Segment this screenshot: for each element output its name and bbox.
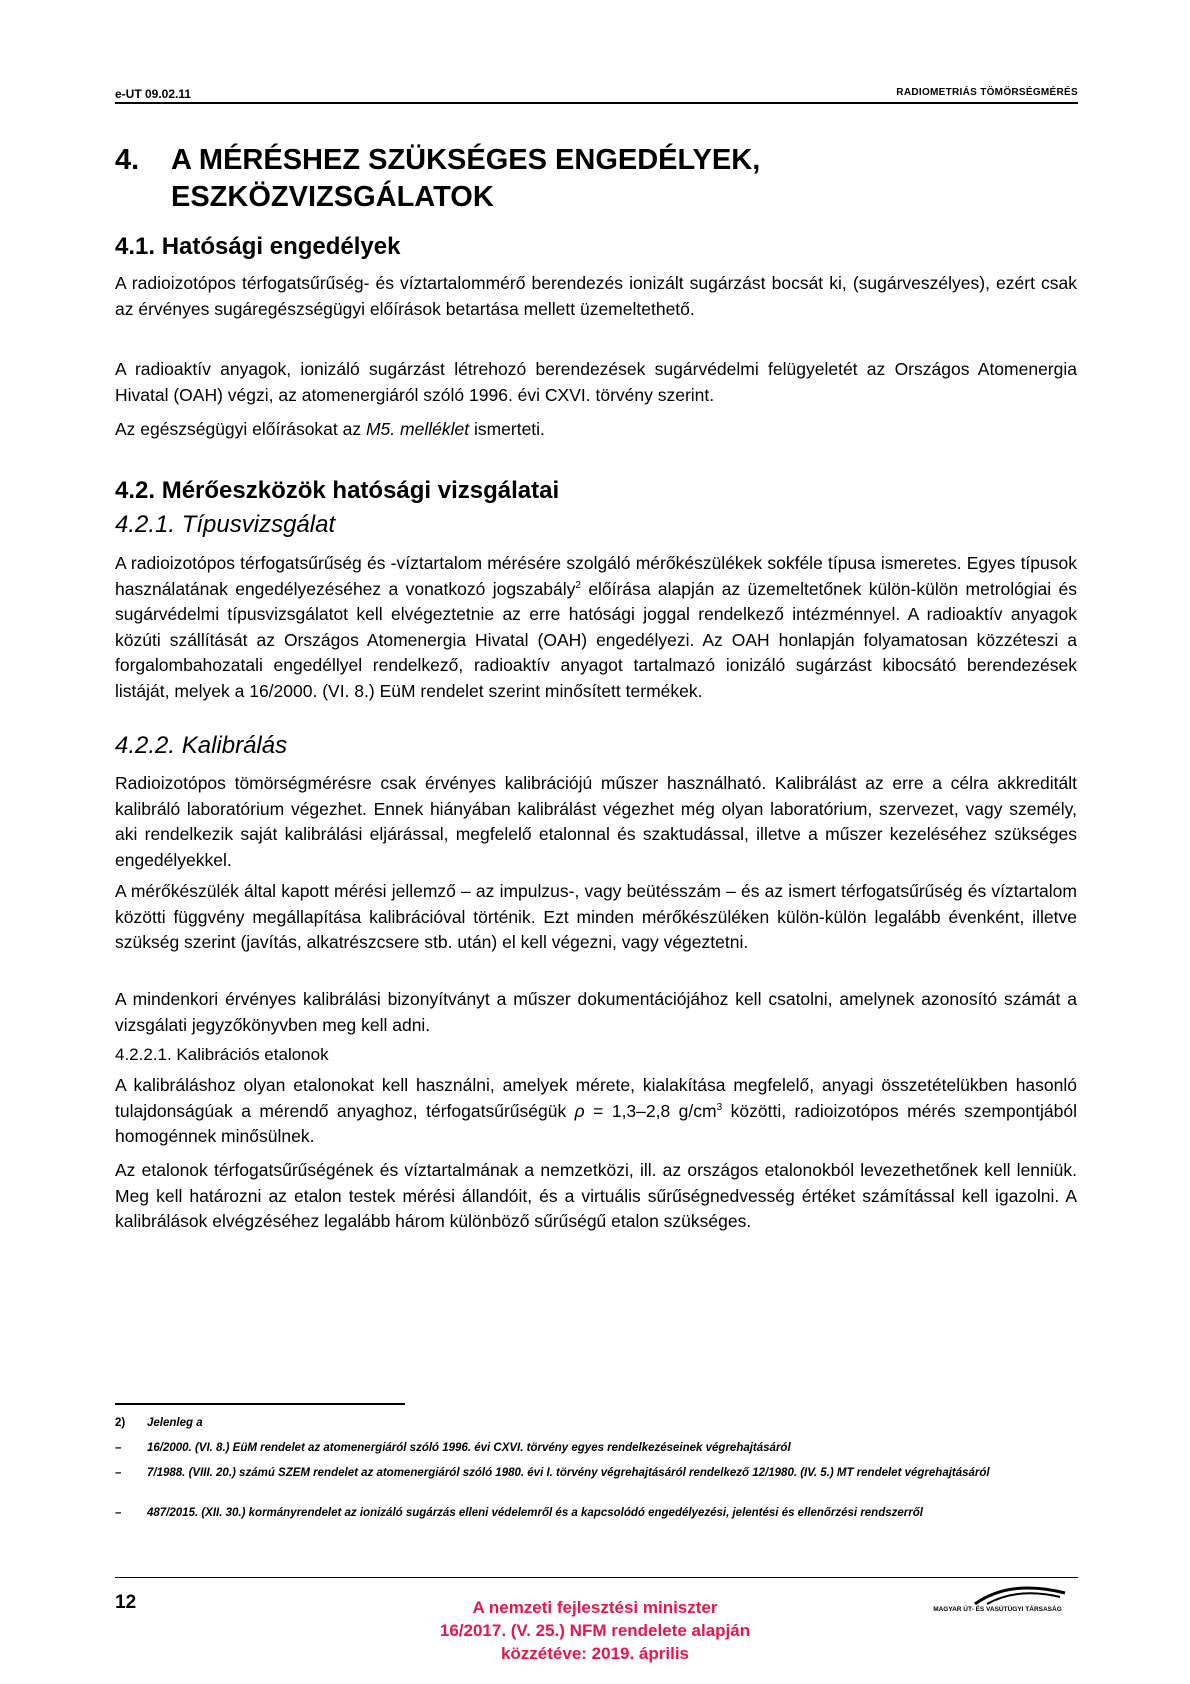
logo-text: MAGYAR ÚT- ÉS VASÚTÜGYI TÁRSASÁG [933, 1606, 1062, 1613]
publication-line: 16/2017. (V. 25.) NFM rendelete alapján [439, 1621, 751, 1640]
chapter-title-text: A MÉRÉSHEZ SZÜKSÉGES ENGEDÉLYEK, ESZKÖZVIZSGÁLATOK [171, 144, 761, 213]
paragraph [115, 417, 1077, 443]
subsection-heading-4-2-2: 4.2.2. Kalibrálás [115, 732, 288, 759]
paragraph: A mérőkészülék által kapott mérési jellemző – az impulzus-, vagy beütésszám – és az ismert térfogatsűrűség és víztartalom közötti függvény megállapítása kalibrációval történik. Ezt minden mérőkészüléken külön-külön legalább évenként, illetve szükség szerint (javítás, alkatrészcsere stb. után) el kell végezni, vagy végeztetni. [115, 881, 1077, 952]
rho-symbol: ρ [574, 1100, 585, 1121]
text-run: A radioizotópos térfogatsűrűség és -víztartalom mérésére szolgáló mérőkészülékek sokféle típusa ismeretes. Egyes típusok használatának engedélyezéséhez a vonatkozó jogszabály [115, 553, 1077, 599]
footnote-marker: 2 [575, 579, 581, 591]
footnote-dash: – [115, 1442, 122, 1454]
footer-divider [115, 1577, 1078, 1578]
subsection-heading-4-2-1: 4.2.1. Típusvizsgálat [115, 511, 336, 538]
footnote-item-text: 16/2000. (VI. 8.) EüM rendelet az atomenergiáról szóló 1996. évi CXVI. törvény egyes rendelkezéseinek végrehajtásáról [147, 1442, 791, 1454]
publication-line: A nemzeti fejlesztési miniszter [472, 1598, 718, 1617]
logo-arc-icon [915, 1583, 1080, 1605]
society-logo [915, 1583, 1080, 1613]
footnote-divider [115, 1403, 405, 1405]
footnote-marker: 2) [115, 1417, 126, 1429]
section-heading-4-1: 4.1. Hatósági engedélyek [115, 233, 401, 260]
footnote-item-text: 487/2015. (XII. 30.) kormányrendelet az ionizáló sugárzás elleni védelemről és a kapcsolódó engedélyezési, jelentési és ellenőrzési rendszerről [147, 1507, 923, 1519]
page-number: 12 [115, 1592, 137, 1613]
superscript: 3 [716, 1101, 723, 1113]
publication-note [395, 1596, 795, 1665]
footnote-intro-text: Jelenleg a [147, 1417, 203, 1429]
paragraph: A mindenkori érvényes kalibrálási bizonyítványt a műszer dokumentációjához kell csatolni, amelynek azonosító számát a vizsgálati jegyzőkönyvben meg kell adni. [115, 989, 1077, 1035]
section-heading-4-2: 4.2. Mérőeszközök hatósági vizsgálatai [115, 477, 560, 504]
paragraph [115, 551, 1077, 704]
text-run: A kalibráláshoz olyan etalonokat kell használni, amelyek mérete, kialakítása megfelelő, anyagi összetételükben hasonló tulajdonságúak a mérendő anyaghoz, térfogatsűrűségük [115, 1075, 1077, 1121]
header-document-title: RADIOMETRIÁS TÖMÖRSÉGMÉRÉS [896, 87, 1078, 98]
paragraph: Az etalonok térfogatsűrűségének és víztartalmának a nemzetközi, ill. az országos etalonokból levezethetőnek kell lenniük. Meg kell határozni az etalon testek mérési állandóit, és a virtuális sűrűségnedvesség értéket számítással kell igazolni. A kalibrálások elvégzéséhez legalább három különböző sűrűségű etalon szükséges. [115, 1160, 1077, 1231]
publication-line: közzétéve: 2019. április [500, 1644, 690, 1663]
footnote-dash: – [115, 1467, 122, 1479]
paragraph: Radioizotópos tömörségmérésre csak érvényes kalibrációjú műszer használható. Kalibrálást az erre a célra akkreditált kalibráló laboratórium végezhet. Ennek hiányában kalibrálást végezhet még olyan laboratórium, szervezet, vagy személy, aki rendelkezik saját kalibrálási eljárással, megfelelő etalonnal és szaktudással, illetve a műszer kezeléséhez szükséges engedélyekkel. [115, 773, 1077, 870]
text-run: Az egészségügyi előírásokat az [115, 419, 366, 439]
paragraph [115, 1073, 1077, 1150]
text-run: előírása alapján az üzemeltetőnek külön-külön metrológiai és sugárvédelmi típusvizsgálatot kell elvégeztetnie az erre hatósági joggal rendelkező intézménnyel. A radioaktív anyagok közúti szállítását az Országos Atomenergia Hivatal (OAH) engedélyezi. Az OAH honlapján folyamatosan közzéteszi a forgalombahozatali engedéllyel rendelkező, radioaktív anyagot tartalmazó ionizáló sugárzást kibocsátó berendezések listáját, melyek a 16/2000. (VI. 8.) EüM rendelet szerint minősített termékek. [115, 578, 1077, 701]
chapter-number: 4. [115, 144, 140, 176]
paragraph: A radioaktív anyagok, ionizáló sugárzást létrehozó berendezések sugárvédelmi felügyeletét az Országos Atomenergia Hivatal (OAH) végzi, az atomenergiáról szóló 1996. évi CXVI. törvény szerint. [115, 359, 1077, 405]
text-run: ismerteti. [469, 419, 545, 439]
footnote-item-text: 7/1988. (VIII. 20.) számú SZEM rendelet az atomenergiáról szóló 1980. évi I. törvény végrehajtásáról rendelkező 12/1980. (IV. 5.) MT rendelet végrehajtásáról [147, 1467, 990, 1479]
footnote-dash: – [115, 1507, 122, 1519]
text-run: közötti, radioizotópos mérés szempontjából homogénnek minősülnek. [115, 1100, 1077, 1146]
header-divider [115, 102, 1078, 104]
text-run: = 1,3–2,8 g/cm [584, 1100, 717, 1121]
paragraph: A radioizotópos térfogatsűrűség- és víztartalommérő berendezés ionizált sugárzást bocsát ki, (sugárveszélyes), ezért csak az érvényes sugáregészségügyi előírások betartása mellett üzemeltethető. [115, 273, 1077, 319]
annex-reference: M5. melléklet [365, 419, 470, 439]
subsubsection-heading-4-2-2-1: 4.2.2.1. Kalibrációs etalonok [115, 1045, 329, 1064]
header-document-code: e-UT 09.02.11 [115, 87, 192, 101]
